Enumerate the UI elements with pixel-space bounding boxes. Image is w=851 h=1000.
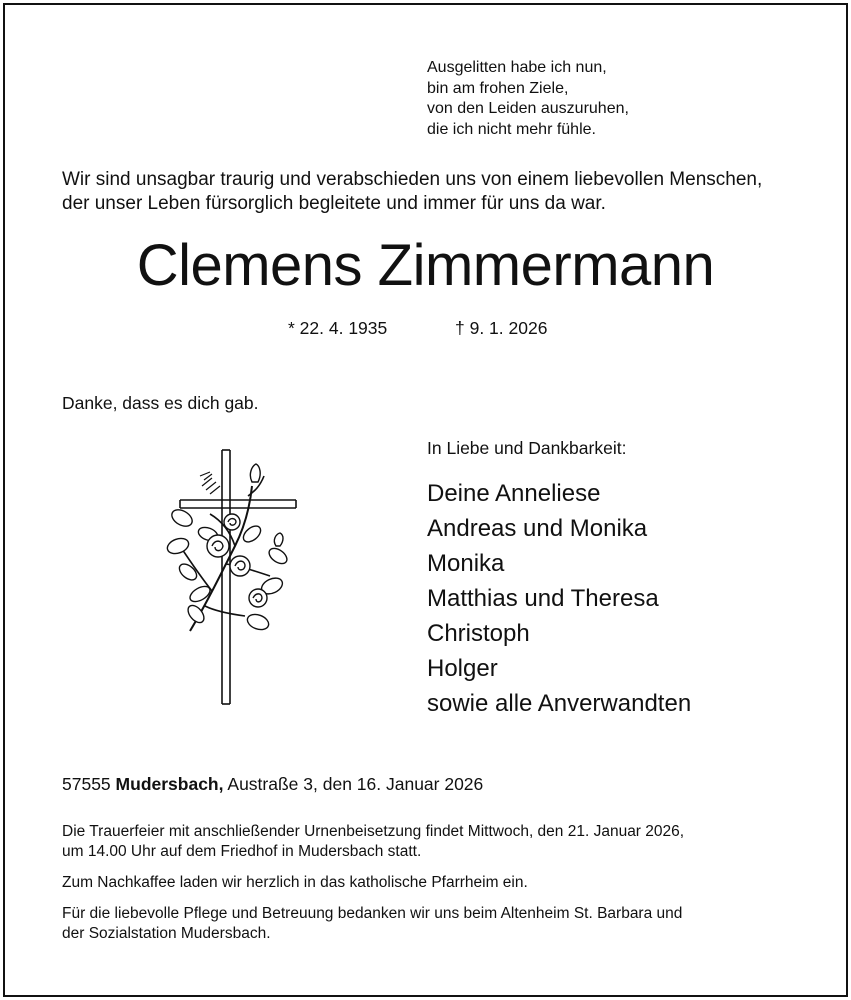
poem [427, 58, 629, 140]
family-member: Deine Anneliese [427, 480, 601, 507]
care-line: der Sozialstation Mudersbach. [62, 925, 271, 942]
family-member: Andreas und Monika [427, 515, 648, 542]
family-member: sowie alle Anverwandten [427, 690, 692, 717]
family-list [427, 476, 691, 721]
family-member: Christoph [427, 620, 530, 647]
death-date: † 9. 1. 2026 [455, 318, 548, 338]
intro-line: Wir sind unsagbar traurig und verabschieden uns von einem liebevollen Menschen, [62, 169, 763, 190]
family-member: Monika [427, 550, 505, 577]
family-member: Matthias und Theresa [427, 585, 659, 612]
poem-line: Ausgelitten habe ich nun, [427, 59, 607, 76]
care-thanks [62, 904, 682, 944]
birth-date: * 22. 4. 1935 [288, 318, 388, 338]
poem-line: von den Leiden auszuruhen, [427, 100, 629, 117]
cross-with-roses-icon [160, 446, 300, 706]
funeral-line: um 14.00 Uhr auf dem Friedhof in Mudersbach statt. [62, 843, 422, 860]
love-line: In Liebe und Dankbarkeit: [427, 438, 627, 458]
address-line [62, 772, 483, 796]
address-city: Mudersbach, [115, 774, 224, 794]
intro-line: der unser Leben fürsorglich begleitete und immer für uns da war. [62, 193, 606, 214]
family-member: Holger [427, 655, 498, 682]
deceased-name: Clemens Zimmermann [136, 233, 715, 298]
poem-line: bin am frohen Ziele, [427, 79, 569, 97]
poem-line: die ich nicht mehr fühle. [427, 120, 596, 138]
funeral-info [62, 822, 684, 862]
care-line: Für die liebevolle Pflege und Betreuung bedanken wir uns beim Altenheim St. Barbara und [62, 905, 683, 922]
coffee-info: Zum Nachkaffee laden wir herzlich in das katholische Pfarrheim ein. [62, 874, 528, 891]
address-street-date: Austraße 3, den 16. Januar 2026 [227, 774, 484, 794]
address-zip: 57555 [62, 774, 111, 794]
intro-text [62, 168, 762, 216]
thanks-line: Danke, dass es dich gab. [62, 393, 259, 413]
funeral-line: Die Trauerfeier mit anschließender Urnenbeisetzung findet Mittwoch, den 21. Januar 2026, [62, 823, 685, 840]
